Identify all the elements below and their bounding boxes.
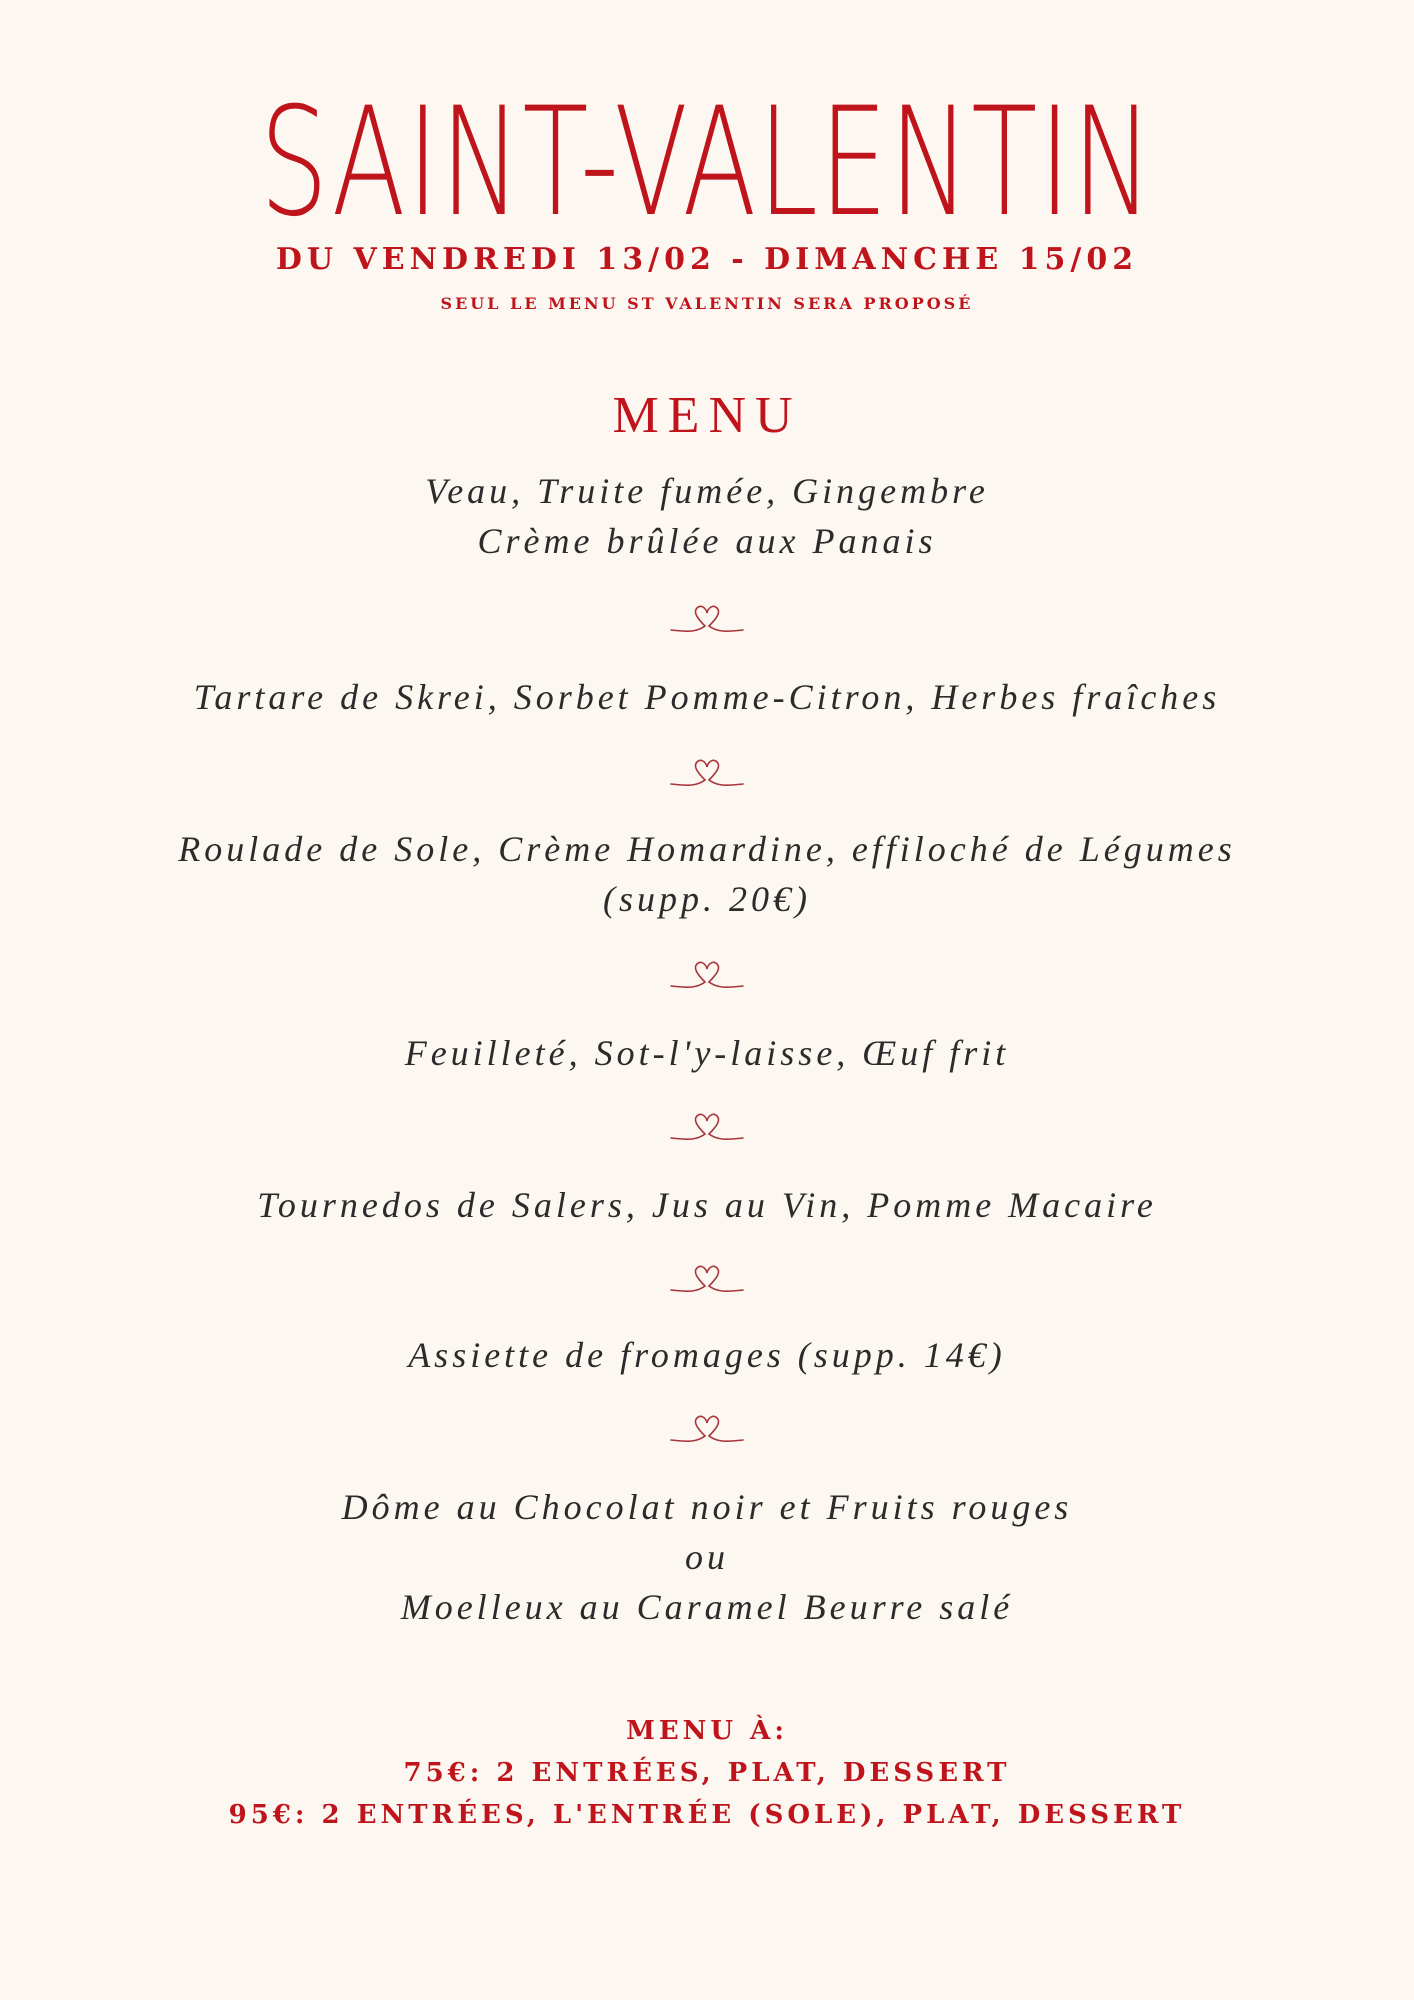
course-line: Moelleux au Caramel Beurre salé (400, 1587, 1014, 1627)
course-line: (supp. 20€) (603, 879, 811, 919)
course-3 (0, 824, 1414, 924)
pricing (0, 1710, 1414, 1836)
heart-icon (667, 1254, 747, 1304)
course-line: Tournedos de Salers, Jus au Vin, Pomme Macaire (257, 1185, 1157, 1225)
course-2 (0, 672, 1414, 722)
menu-note: SEUL LE MENU ST VALENTIN SERA PROPOSÉ (440, 294, 974, 313)
course-4 (0, 1028, 1414, 1078)
heart-icon (667, 748, 747, 798)
course-line: Veau, Truite fumée, Gingembre (425, 471, 989, 511)
course-7 (0, 1482, 1414, 1632)
course-line: Tartare de Skrei, Sorbet Pomme-Citron, Herbes fraîches (193, 677, 1221, 717)
course-1 (0, 466, 1414, 566)
heart-icon (667, 1404, 747, 1454)
heart-icon (667, 950, 747, 1000)
course-6 (0, 1330, 1414, 1380)
course-line: ou (685, 1537, 729, 1577)
pricing-heading: MENU À: (626, 1716, 788, 1746)
event-dates: DU VENDREDI 13/02 - DIMANCHE 15/02 (275, 242, 1139, 277)
page-title: SAINT-VALENTIN (259, 76, 1155, 250)
course-line: Feuilleté, Sot-l'y-laisse, Œuf frit (404, 1033, 1010, 1073)
course-line: Dôme au Chocolat noir et Fruits rouges (341, 1487, 1073, 1527)
course-line: Assiette de fromages (supp. 14€) (408, 1335, 1006, 1375)
pricing-option-1: 75€: 2 ENTRÉES, PLAT, DESSERT (403, 1758, 1011, 1788)
course-line: Crème brûlée aux Panais (477, 521, 937, 561)
heart-icon (667, 594, 747, 644)
course-line: Roulade de Sole, Crème Homardine, effiloché de Légumes (178, 829, 1236, 869)
menu-heading: MENU (612, 387, 802, 444)
course-5 (0, 1180, 1414, 1230)
pricing-option-2: 95€: 2 ENTRÉES, L'ENTRÉE (SOLE), PLAT, DESSERT (228, 1800, 1186, 1830)
heart-icon (667, 1102, 747, 1152)
